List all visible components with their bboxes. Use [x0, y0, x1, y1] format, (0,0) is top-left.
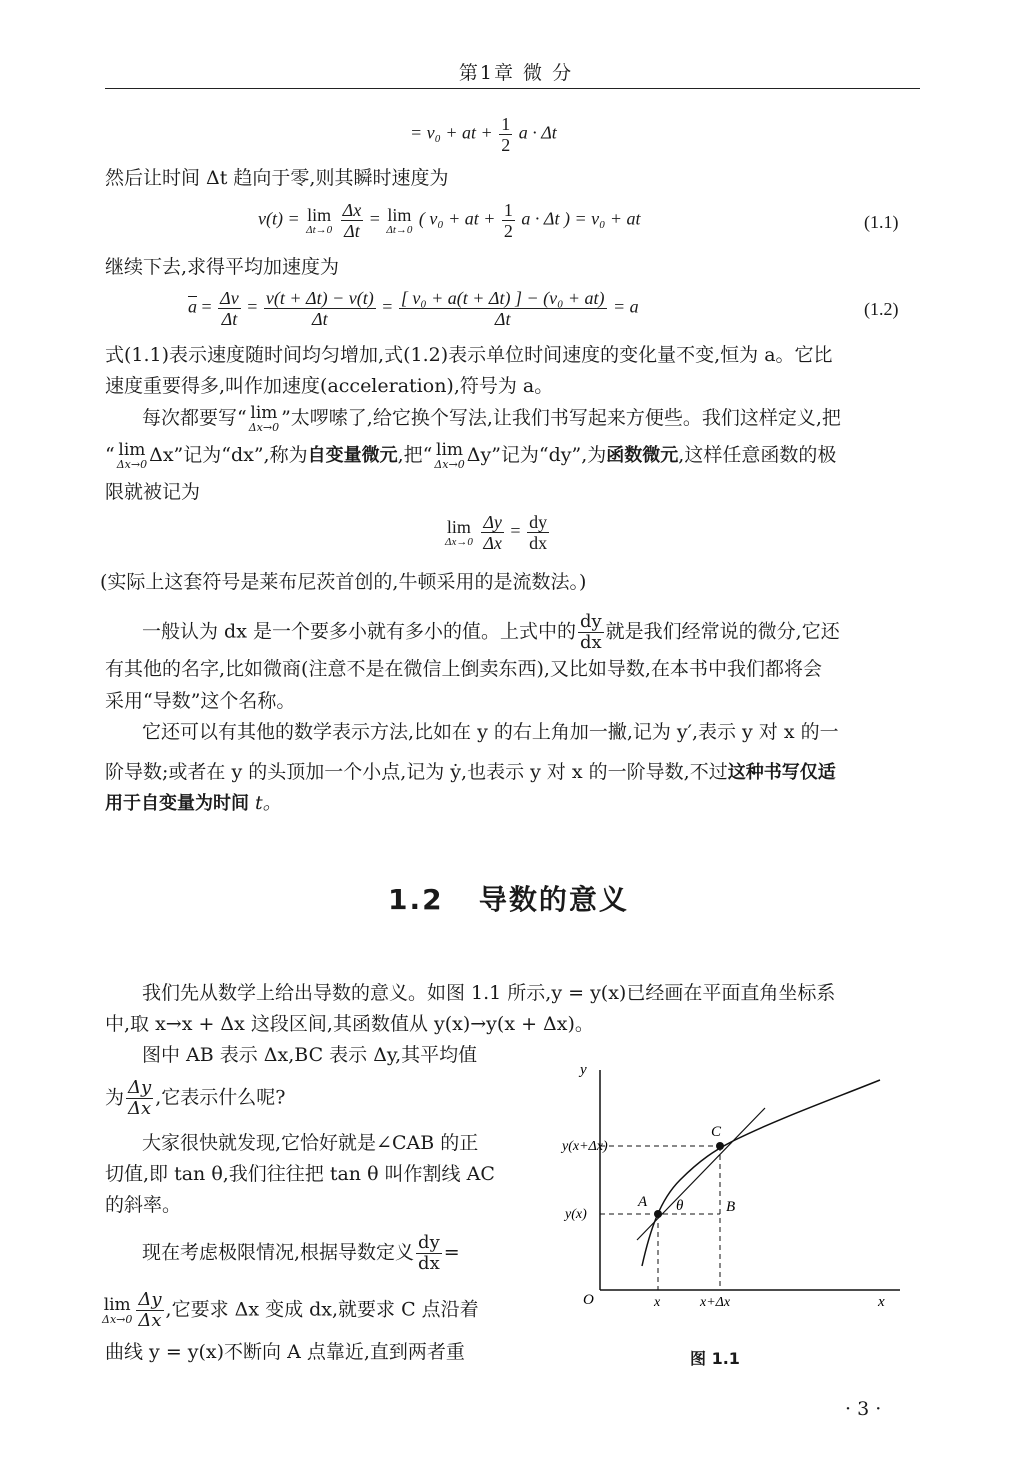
page-number: · 3 · [845, 1398, 882, 1420]
equation-continuation: = v₀ + at + $\frac{1}{2}$ a · Δt [410, 114, 557, 155]
paragraph-line: 的斜率。 [105, 1194, 182, 1216]
tick-label-xdx: x+Δx [700, 1295, 731, 1310]
paragraph: (实际上这套符号是莱布尼茨首创的,牛顿采用的是流数法。) [100, 571, 587, 593]
x-axis-label: x [878, 1294, 885, 1310]
paragraph-line: 为 $\frac{\Delta y}{\Delta x}$ ,它表示什么呢? [105, 1077, 286, 1119]
equation-1-1: v(t) = lim Δt→0 $\frac{\Delta x}{\Delta t}$ = lim Δt→0 ( v₀ + at + $\frac{1}{2}$ a · Δt ) = v₀ + at [258, 200, 641, 241]
point-c [716, 1142, 724, 1150]
paragraph-line: 式(1.1)表示速度随时间均匀增加,式(1.2)表示单位时间速度的变化量不变,恒为 a。它比 [105, 344, 833, 366]
equation-1-2: $\overline{a}$ = $\frac{\Delta v}{\Delta t}$ = $\frac{v(t + \Delta t) - v(t)}{\Delta t}$ = $\frac{\text{[ v₀ + a(t + Δt) ] − (v₀ + at)}}{\Delta t}$ = a [188, 288, 639, 329]
function-curve [642, 1080, 880, 1266]
figure-1-1 [550, 1050, 920, 1350]
paragraph-line: 用于自变量为时间 t。 [105, 792, 282, 814]
paragraph-line: 我们先从数学上给出导数的意义。如图 1.1 所示,y = y(x)已经画在平面直角坐标系 [142, 982, 836, 1004]
label-b: B [726, 1199, 736, 1215]
secant-line-ac [637, 1108, 765, 1240]
paragraph-line: 中,取 x→x + Δx 这段区间,其函数值从 y(x)→y(x + Δx)。 [105, 1013, 594, 1035]
paragraph-line: 有其他的名字,比如微商(注意不是在微信上倒卖东西),又比如导数,在本书中我们都将会 [105, 658, 822, 680]
label-a: A [638, 1194, 648, 1210]
tick-label-x: x [654, 1295, 661, 1310]
label-c: C [711, 1124, 722, 1140]
tick-label-yxdx: y(x+Δx) [562, 1139, 608, 1154]
paragraph-line: 现在考虑极限情况,根据导数定义 $\frac{dy}{dx}$ = [142, 1232, 460, 1274]
figure-caption: 图 1.1 [690, 1349, 740, 1368]
paragraph-line: 曲线 y = y(x)不断向 A 点靠近,直到两者重 [105, 1341, 465, 1363]
paragraph-line: 切值,即 tan θ,我们往往把 tan θ 叫作割线 AC [105, 1163, 495, 1185]
paragraph-line: lim Δx→0 $\frac{\Delta y}{\Delta x}$ ,它要求 Δx 变成 dx,就要求 C 点沿着 [102, 1289, 479, 1331]
equation-number: (1.2) [864, 299, 899, 319]
paragraph-line: 采用“导数”这个名称。 [105, 690, 296, 712]
paragraph-line: 图中 AB 表示 Δx,BC 表示 Δy,其平均值 [142, 1044, 478, 1066]
paragraph-line: 它还可以有其他的数学表示方法,比如在 y 的右上角加一撇,记为 y′,表示 y 对 x 的一 [142, 721, 839, 743]
origin-label: O [583, 1292, 594, 1308]
paragraph: 继续下去,求得平均加速度为 [105, 256, 340, 278]
paragraph-line: “ lim Δx→0 Δx”记为“dx”,称为自变量微元,把“ lim Δx→0 Δy”记为“dy”,为函数微元,这样任意函数的极 [105, 440, 837, 471]
y-axis-label: y [580, 1062, 587, 1078]
paragraph-line: 大家很快就发现,它恰好就是∠CAB 的正 [142, 1132, 479, 1154]
equation-number: (1.1) [864, 212, 899, 232]
tick-label-yx: y(x) [565, 1207, 587, 1222]
paragraph-line: 一般认为 dx 是一个要多小就有多小的值。上式中的 $\frac{dy}{dx}$ 就是我们经常说的微分,它还 [142, 611, 840, 653]
label-theta: θ [676, 1198, 684, 1214]
paragraph-line: 阶导数;或者在 y 的头顶加一个小点,记为 ẏ,也表示 y 对 x 的一阶导数,不过这种书写仅适 [105, 761, 836, 783]
section-heading: 1.2 导数的意义 [388, 883, 629, 916]
paragraph-line: 限就被记为 [105, 481, 201, 503]
header-rule [105, 88, 920, 89]
point-a [654, 1210, 662, 1218]
running-header: 第1章 微 分 [458, 62, 574, 84]
paragraph-line: 速度重要得多,叫作加速度(acceleration),符号为 a。 [105, 375, 554, 397]
paragraph-line: 每次都要写“ lim Δx→0 ”太啰嗦了,给它换个写法,让我们书写起来方便些。我们这样定义,把 [142, 403, 841, 434]
paragraph: 然后让时间 Δt 趋向于零,则其瞬时速度为 [105, 167, 449, 189]
equation-derivative-definition: lim Δx→0 $\frac{\Delta y}{\Delta x}$ = $\frac{dy}{dx}$ [445, 512, 548, 553]
